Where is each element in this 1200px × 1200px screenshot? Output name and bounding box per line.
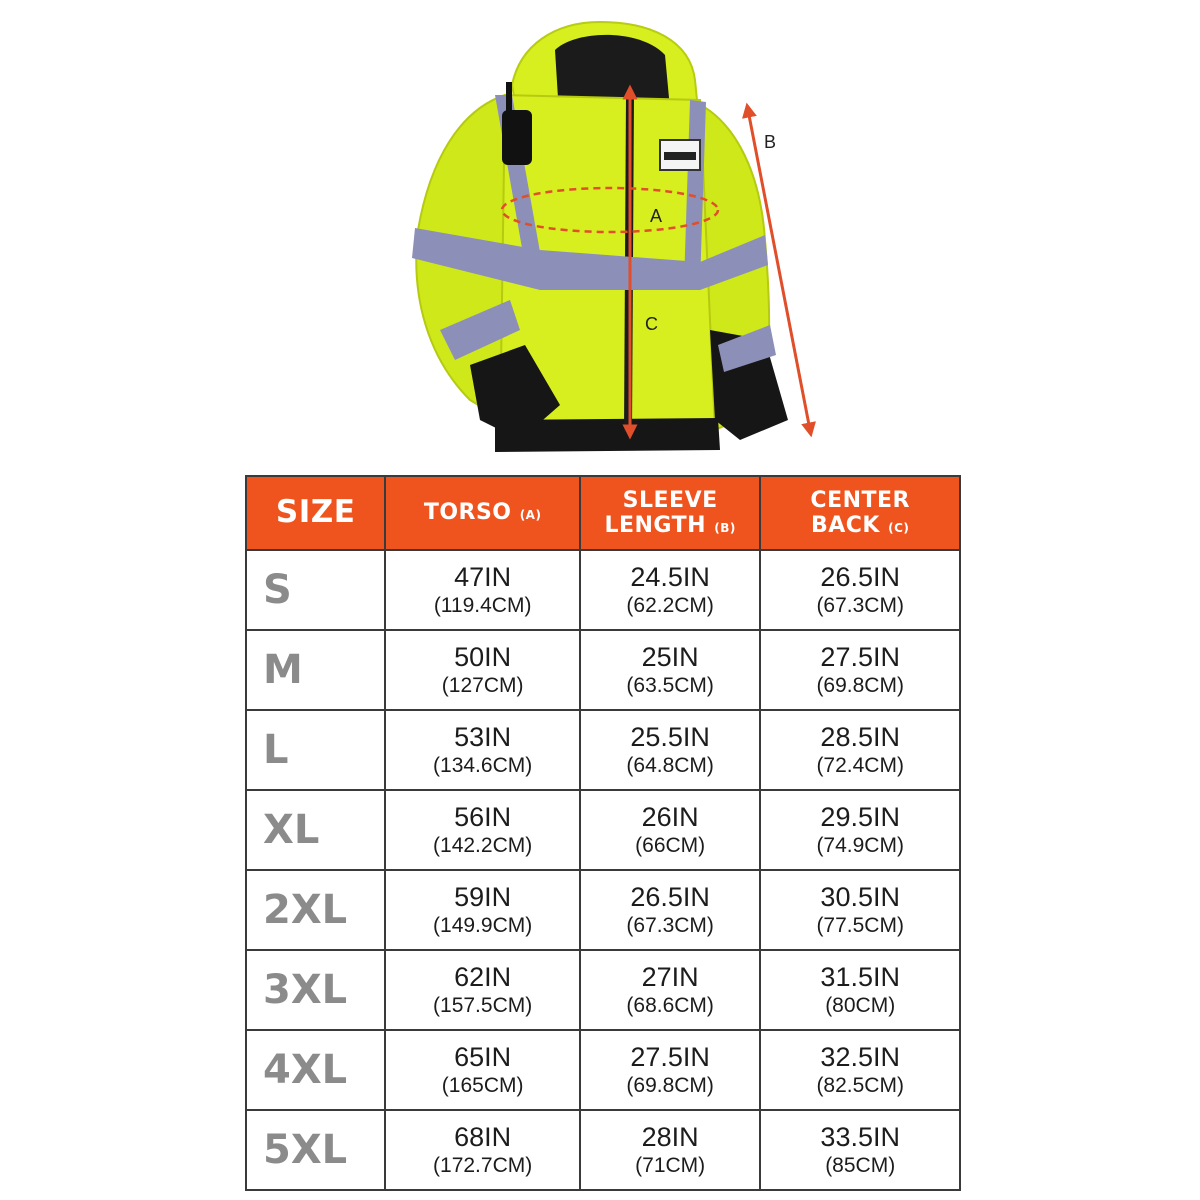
sleeve-cm: (68.6CM) [626, 993, 714, 1017]
header-back-line2: BACK [810, 513, 880, 538]
label-a: A [650, 206, 663, 226]
table-row [246, 1110, 960, 1190]
header-sleeve-line2: LENGTH [604, 513, 707, 538]
sleeve-cm: (63.5CM) [626, 673, 714, 697]
sleeve-cm: (69.8CM) [626, 1073, 714, 1097]
back-cell [760, 950, 960, 1030]
sleeve-inches: 26IN [641, 801, 699, 832]
table-row [246, 710, 960, 790]
back-inches: 30.5IN [820, 881, 900, 912]
torso-cell [385, 630, 580, 710]
sleeve-cm: (64.8CM) [626, 753, 714, 777]
torso-cell [385, 1030, 580, 1110]
sleeve-inches: 26.5IN [630, 881, 710, 912]
back-cell [760, 1030, 960, 1110]
header-torso-label: TORSO [423, 500, 512, 526]
torso-cm: (157.5CM) [433, 993, 533, 1017]
header-sleeve-tag: (B) [714, 521, 736, 535]
back-inches: 33.5IN [820, 1121, 900, 1152]
size-label: 4XL [246, 1030, 385, 1110]
back-cm: (74.9CM) [816, 833, 904, 857]
sleeve-cell [580, 710, 761, 790]
sleeve-cm: (67.3CM) [626, 913, 714, 937]
torso-cm: (165CM) [441, 1073, 524, 1097]
back-cell [760, 710, 960, 790]
back-cell [760, 870, 960, 950]
sleeve-inches: 25IN [641, 641, 699, 672]
back-cell [760, 1110, 960, 1190]
header-torso [385, 476, 580, 550]
back-inches: 27.5IN [820, 641, 900, 672]
sleeve-cell [580, 550, 761, 630]
size-chart-table [245, 475, 961, 1191]
back-cell [760, 630, 960, 710]
back-cm: (69.8CM) [816, 673, 904, 697]
back-inches: 32.5IN [820, 1041, 900, 1072]
table-row [246, 790, 960, 870]
radio-antenna [506, 82, 512, 112]
back-cm: (85CM) [825, 1153, 896, 1177]
header-size [246, 476, 385, 550]
sleeve-inches: 27IN [641, 961, 699, 992]
torso-inches: 62IN [454, 961, 512, 992]
id-badge-strip [664, 152, 696, 160]
torso-cm: (172.7CM) [433, 1153, 533, 1177]
torso-cell [385, 710, 580, 790]
torso-cm: (142.2CM) [433, 833, 533, 857]
sleeve-cell [580, 950, 761, 1030]
torso-inches: 47IN [454, 561, 512, 592]
table-row [246, 550, 960, 630]
table-header-row [246, 476, 960, 550]
sleeve-cell [580, 870, 761, 950]
sleeve-cm: (66CM) [635, 833, 706, 857]
back-inches: 26.5IN [820, 561, 900, 592]
size-label: L [246, 710, 385, 790]
back-cell [760, 790, 960, 870]
back-cm: (72.4CM) [816, 753, 904, 777]
back-cm: (82.5CM) [816, 1073, 904, 1097]
jacket-measurement-figure [0, 0, 1200, 470]
table-row [246, 950, 960, 1030]
sleeve-inches: 24.5IN [630, 561, 710, 592]
sleeve-cell [580, 630, 761, 710]
header-back-tag: (C) [888, 521, 910, 535]
header-sleeve-length [580, 476, 761, 550]
sleeve-cell [580, 1030, 761, 1110]
sleeve-cell [580, 790, 761, 870]
label-b: B [764, 132, 777, 152]
table-row [246, 870, 960, 950]
back-inches: 29.5IN [820, 801, 900, 832]
torso-cell [385, 550, 580, 630]
table-row [246, 630, 960, 710]
size-label: 3XL [246, 950, 385, 1030]
torso-cm: (134.6CM) [433, 753, 533, 777]
back-cm: (67.3CM) [816, 593, 904, 617]
sleeve-inches: 25.5IN [630, 721, 710, 752]
torso-cm: (149.9CM) [433, 913, 533, 937]
sleeve-cm: (62.2CM) [626, 593, 714, 617]
torso-inches: 53IN [454, 721, 512, 752]
torso-inches: 56IN [454, 801, 512, 832]
torso-inches: 59IN [454, 881, 512, 912]
sleeve-cell [580, 1110, 761, 1190]
torso-cm: (119.4CM) [433, 593, 532, 617]
torso-cell [385, 1110, 580, 1190]
size-label: XL [246, 790, 385, 870]
header-center-back [760, 476, 960, 550]
radio-device [502, 110, 532, 165]
size-label: 2XL [246, 870, 385, 950]
header-size-label: SIZE [275, 494, 356, 531]
back-cell [760, 550, 960, 630]
jacket-illustration [412, 22, 788, 452]
header-back-line1: CENTER [810, 487, 910, 513]
table-row [246, 1030, 960, 1110]
size-label: 5XL [246, 1110, 385, 1190]
header-sleeve-line1: SLEEVE [622, 487, 718, 513]
size-label: M [246, 630, 385, 710]
sleeve-inches: 28IN [641, 1121, 699, 1152]
sleeve-cm: (71CM) [635, 1153, 706, 1177]
torso-cell [385, 950, 580, 1030]
back-cm: (77.5CM) [816, 913, 904, 937]
sleeve-inches: 27.5IN [630, 1041, 710, 1072]
torso-cm: (127CM) [441, 673, 524, 697]
back-inches: 28.5IN [820, 721, 900, 752]
back-inches: 31.5IN [820, 961, 900, 992]
torso-cell [385, 870, 580, 950]
torso-cell [385, 790, 580, 870]
header-torso-tag: (A) [519, 508, 542, 523]
torso-inches: 50IN [454, 641, 512, 672]
torso-inches: 68IN [454, 1121, 512, 1152]
label-c: C [645, 314, 658, 334]
back-cm: (80CM) [825, 993, 896, 1017]
size-label: S [246, 550, 385, 630]
torso-inches: 65IN [454, 1041, 512, 1072]
